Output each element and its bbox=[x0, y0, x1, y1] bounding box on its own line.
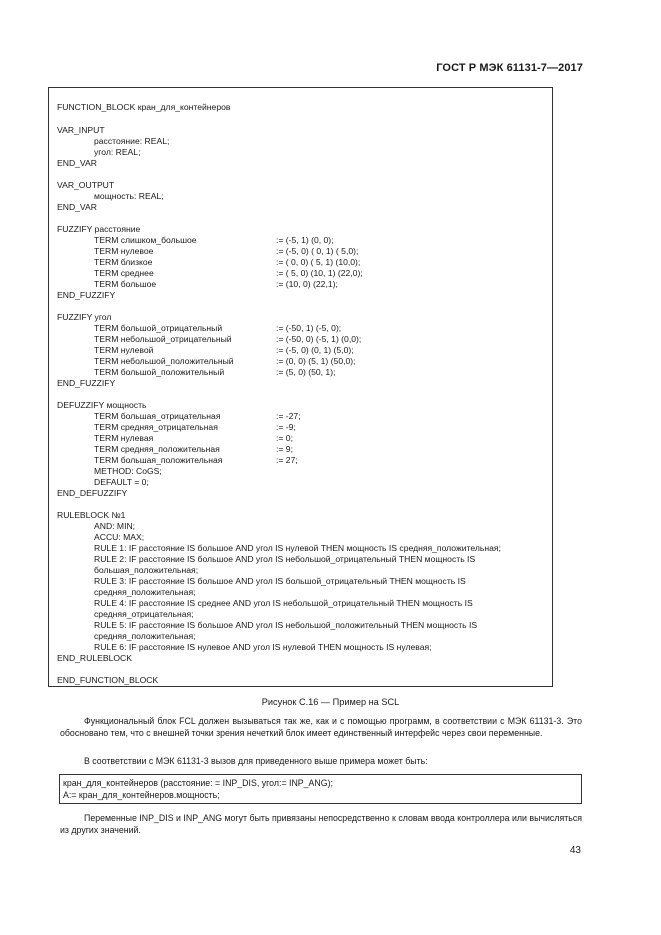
code-line: DEFAULT = 0; bbox=[94, 477, 149, 487]
term-value: := (-50, 0) (-5, 1) (0,0); bbox=[276, 334, 362, 344]
term-value: := -9; bbox=[276, 422, 296, 432]
term-name: TERM большое bbox=[94, 279, 157, 289]
rule-line: большая_положительная; bbox=[94, 565, 199, 575]
term-name: TERM нулевая bbox=[94, 433, 154, 443]
term-name: TERM слишком_большое bbox=[94, 235, 197, 245]
paragraph bbox=[60, 813, 582, 836]
rule-line: RULE 2: IF расстояние IS большое AND угол IS небольшой_отрицательный THEN мощность IS bbox=[94, 554, 476, 564]
code-line: угол: REAL; bbox=[94, 147, 141, 157]
code-line: FUNCTION_BLOCK кран_для_контейнеров bbox=[57, 102, 231, 112]
call-line: A:= кран_для_контейнеров.мощность; bbox=[63, 790, 220, 800]
code-line: ACCU: MAX; bbox=[94, 532, 145, 542]
term-name: TERM большая_положительная bbox=[94, 455, 223, 465]
term-name: TERM большой_отрицательный bbox=[94, 323, 223, 333]
term-name: TERM среднее bbox=[94, 268, 154, 278]
code-line: RULEBLOCK №1 bbox=[57, 510, 126, 520]
code-line: END_FUNCTION_BLOCK bbox=[57, 675, 159, 685]
code-line: END_VAR bbox=[57, 158, 97, 168]
term-value: := (10, 0) (22,1); bbox=[276, 279, 338, 289]
rule-line: средняя_отрицательная; bbox=[94, 609, 194, 619]
term-name: TERM большая_отрицательная bbox=[94, 411, 221, 421]
code-line: VAR_INPUT bbox=[57, 125, 105, 135]
term-name: TERM большой_положительный bbox=[94, 367, 225, 377]
code-line: мощность: REAL; bbox=[94, 191, 164, 201]
term-value: := 27; bbox=[276, 455, 298, 465]
code-line: METHOD: CoGS; bbox=[94, 466, 162, 476]
term-value: := ( 5, 0) (10, 1) (22,0); bbox=[276, 268, 363, 278]
term-value: := 9; bbox=[276, 444, 293, 454]
rule-line: RULE 3: IF расстояние IS большое AND угол IS большой_отрицательный THEN мощность IS bbox=[94, 576, 466, 586]
code-line: FUZZIFY угол bbox=[57, 312, 112, 322]
term-name: TERM средняя_положительная bbox=[94, 444, 220, 454]
rule-line: RULE 4: IF расстояние IS среднее AND угол IS небольшой_отрицательный THEN мощность IS bbox=[94, 598, 473, 608]
term-name: TERM нулевой bbox=[94, 345, 154, 355]
rule-line: средняя_положительная; bbox=[94, 631, 196, 641]
code-listing bbox=[48, 87, 553, 687]
paragraph-text: Переменные INP_DIS и INP_ANG могут быть привязаны непосредственно к словам ввода контроллера или вычисляться из других значений. bbox=[60, 813, 582, 835]
term-name: TERM нулевое bbox=[94, 246, 154, 256]
code-line: DEFUZZIFY мощность bbox=[57, 400, 147, 410]
code-line: AND: MIN; bbox=[94, 521, 136, 531]
term-value: := (-50, 1) (-5, 0); bbox=[276, 323, 342, 333]
figure-caption: Рисунок С.16 — Пример на SCL bbox=[261, 697, 400, 707]
term-value: := (-5, 0) (0, 1) (5,0); bbox=[276, 345, 354, 355]
code-line: FUZZIFY расстояние bbox=[57, 224, 141, 234]
code-line: VAR_OUTPUT bbox=[57, 180, 115, 190]
paragraph-text: Функциональный блок FCL должен вызываться так же, как и с помощью программ, в соответствии с МЭК 61131-3. Это обосновано тем, что с внешней точки зрения нечеткий блок имеет единственный интерфейс через свои переменные. bbox=[60, 716, 582, 738]
code-line: END_DEFUZZIFY bbox=[57, 488, 128, 498]
term-value: := (-5, 0) ( 0, 1) ( 5,0); bbox=[276, 246, 359, 256]
call-line: кран_для_контейнеров (расстояние: = INP_DIS, угол:= INP_ANG); bbox=[63, 778, 333, 788]
term-value: := (-5, 1) (0, 0); bbox=[276, 235, 334, 245]
paragraph bbox=[60, 716, 582, 739]
rule-line: RULE 5: IF расстояние IS большое AND угол IS небольшой_положительный THEN мощность IS bbox=[94, 620, 478, 630]
code-line: END_FUZZIFY bbox=[57, 378, 116, 388]
term-name: TERM близкое bbox=[94, 257, 153, 267]
page-number: 43 bbox=[569, 845, 581, 856]
term-value: := ( 0, 0) ( 5, 1) (10,0); bbox=[276, 257, 361, 267]
term-value: := -27; bbox=[276, 411, 301, 421]
code-line: END_FUZZIFY bbox=[57, 290, 116, 300]
code-line: END_RULEBLOCK bbox=[57, 653, 132, 663]
term-value: := (5, 0) (50, 1); bbox=[276, 367, 336, 377]
term-name: TERM небольшой_положительный bbox=[94, 356, 234, 366]
term-name: TERM небольшой_отрицательный bbox=[94, 334, 232, 344]
term-value: := (0, 0) (5, 1) (50,0); bbox=[276, 356, 356, 366]
term-name: TERM средняя_отрицательная bbox=[94, 422, 218, 432]
standard-header: ГОСТ Р МЭК 61131-7—2017 bbox=[436, 62, 583, 74]
rule-line: RULE 6: IF расстояние IS нулевое AND угол IS нулевой THEN мощность IS нулевая; bbox=[94, 642, 432, 652]
paragraph-text: В соответствии с МЭК 61131-3 вызов для приведенного выше примера может быть: bbox=[84, 756, 428, 766]
rule-line: средняя_положительная; bbox=[94, 587, 196, 597]
term-value: := 0; bbox=[276, 433, 293, 443]
call-example-box bbox=[59, 774, 582, 804]
code-line: расстояние: REAL; bbox=[94, 136, 170, 146]
code-line: END_VAR bbox=[57, 202, 97, 212]
rule-line: RULE 1: IF расстояние IS большое AND угол IS нулевой THEN мощность IS средняя_положительная; bbox=[94, 543, 501, 553]
paragraph bbox=[60, 756, 582, 768]
